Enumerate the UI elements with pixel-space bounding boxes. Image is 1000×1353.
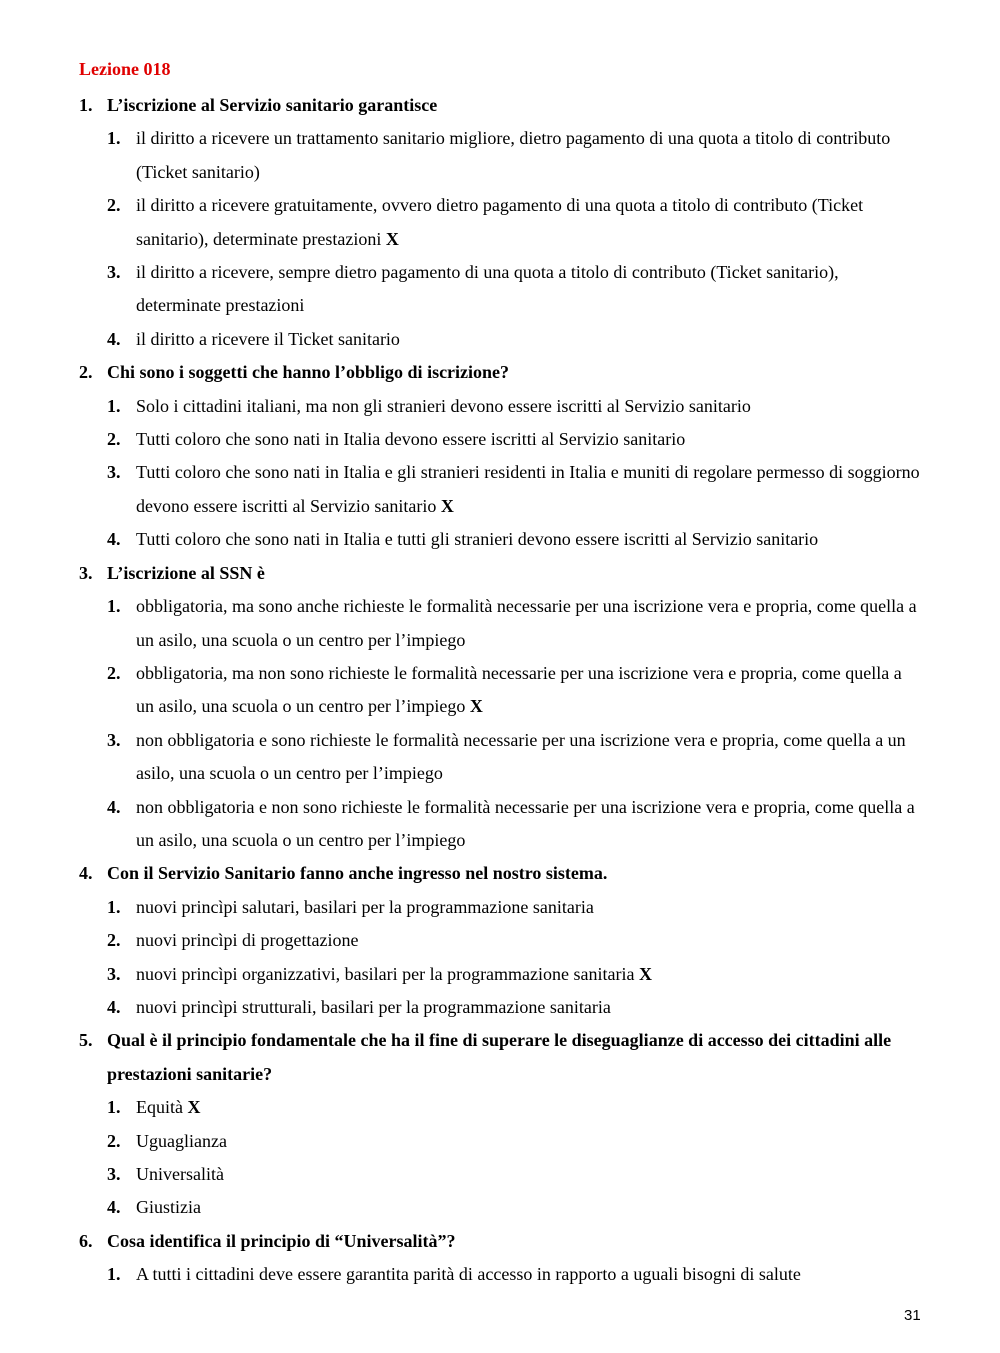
question-number: 2. — [79, 362, 93, 383]
answer-option — [79, 390, 924, 423]
answer-option — [79, 590, 924, 657]
lesson-title: Lezione 018 — [79, 59, 171, 79]
answer-list — [79, 590, 924, 857]
answer-number: 1. — [107, 128, 121, 149]
question-number: 4. — [79, 863, 93, 884]
question-1 — [79, 89, 924, 356]
answer-text: Universalità — [136, 1164, 224, 1184]
answer-number: 1. — [107, 395, 121, 416]
answer-option — [79, 924, 924, 957]
answer-text: il diritto a ricevere un trattamento sanitario migliore, dietro pagamento di una quota a titolo di contributo (Ticket sanitario) — [136, 128, 891, 182]
answer-number: 3. — [107, 262, 121, 283]
answer-list — [79, 390, 924, 557]
answer-number: 4. — [107, 996, 121, 1017]
question-text — [79, 356, 924, 389]
answer-option — [79, 122, 924, 189]
question-3 — [79, 557, 924, 858]
answer-text: nuovi princìpi strutturali, basilari per la programmazione sanitaria — [136, 996, 611, 1017]
answer-option — [79, 1125, 924, 1158]
answer-option — [79, 189, 924, 256]
answer-number: 2. — [107, 195, 121, 216]
answer-number: 2. — [107, 1130, 121, 1151]
answer-text: nuovi princìpi organizzativi, basilari per la programmazione sanitaria — [136, 963, 635, 984]
question-number: 5. — [79, 1030, 93, 1051]
question-label: Con il Servizio Sanitario fanno anche ingresso nel nostro sistema. — [107, 863, 608, 884]
answer-option — [79, 256, 924, 323]
question-6 — [79, 1225, 924, 1292]
question-label: L’iscrizione al Servizio sanitario garantisce — [107, 95, 438, 115]
correct-answer-mark: X — [639, 963, 652, 984]
answer-number: 4. — [107, 796, 121, 817]
question-number: 3. — [79, 562, 93, 583]
answer-option — [79, 657, 924, 724]
answer-option — [79, 1158, 924, 1191]
question-text — [79, 557, 924, 590]
answer-option — [79, 891, 924, 924]
answer-option — [79, 1091, 924, 1124]
answer-text: nuovi princìpi di progettazione — [136, 930, 359, 951]
answer-option — [79, 423, 924, 456]
answer-number: 3. — [107, 729, 121, 750]
answer-option — [79, 1258, 924, 1291]
answer-option — [79, 456, 924, 523]
answer-text: il diritto a ricevere, sempre dietro pagamento di una quota a titolo di contributo (Ticket sanitario), determinate prestazioni — [136, 262, 839, 316]
answer-list — [79, 1091, 924, 1225]
answer-number: 4. — [107, 1197, 121, 1218]
answer-number: 3. — [107, 1164, 121, 1184]
answer-option — [79, 791, 924, 858]
answer-text: Tutti coloro che sono nati in Italia e gli stranieri residenti in Italia e muniti di regolare permesso di soggiorno devono essere iscritti al Servizio sanitario — [136, 462, 920, 516]
correct-answer-mark: X — [469, 696, 483, 717]
answer-text: non obbligatoria e sono richieste le formalità necessarie per una iscrizione vera e propria, come quella a un asilo, una scuola o un centro per l’impiego — [136, 729, 906, 784]
answer-text: A tutti i cittadini deve essere garantita parità di accesso in rapporto a uguali bisogni di salute — [136, 1264, 801, 1285]
answer-option — [79, 958, 924, 991]
question-label: Cosa identifica il principio di “Universalità”? — [107, 1230, 456, 1251]
question-text — [79, 1225, 924, 1258]
answer-text: Giustizia — [136, 1197, 201, 1218]
correct-answer-mark: X — [385, 228, 399, 249]
correct-answer-mark: X — [187, 1097, 201, 1118]
answer-option — [79, 1191, 924, 1224]
correct-answer-mark: X — [440, 495, 454, 516]
answer-number: 2. — [107, 662, 121, 683]
answer-list — [79, 1258, 924, 1291]
answer-list — [79, 122, 924, 356]
answer-text: obbligatoria, ma non sono richieste le formalità necessarie per una iscrizione vera e propria, come quella a un asilo, una scuola o un centro per l’impiego — [136, 662, 902, 717]
question-text — [79, 1024, 924, 1091]
answer-list — [79, 891, 924, 1025]
answer-text: Tutti coloro che sono nati in Italia e tutti gli stranieri devono essere iscritti al Servizio sanitario — [136, 529, 819, 550]
question-list — [79, 89, 924, 1292]
answer-option — [79, 523, 924, 556]
question-number: 6. — [79, 1230, 93, 1251]
answer-text: nuovi princìpi salutari, basilari per la programmazione sanitaria — [136, 896, 594, 917]
answer-number: 1. — [107, 1097, 121, 1118]
question-label: Qual è il principio fondamentale che ha il fine di superare le diseguaglianze di accesso dei cittadini alle prestazioni sanitarie? — [107, 1030, 892, 1084]
answer-number: 2. — [107, 429, 121, 450]
question-label: L’iscrizione al SSN è — [107, 562, 265, 583]
question-text — [79, 89, 924, 122]
answer-number: 3. — [107, 462, 121, 483]
answer-option — [79, 991, 924, 1024]
answer-text: il diritto a ricevere il Ticket sanitario — [136, 328, 400, 349]
answer-text: Equità — [136, 1097, 183, 1118]
answer-text: obbligatoria, ma sono anche richieste le formalità necessarie per una iscrizione vera e propria, come quella a un asilo, una scuola o un centro per l’impiego — [136, 596, 917, 650]
answer-option — [79, 323, 924, 356]
answer-text: Tutti coloro che sono nati in Italia devono essere iscritti al Servizio sanitario — [136, 429, 686, 450]
answer-number: 1. — [107, 896, 121, 917]
question-label: Chi sono i soggetti che hanno l’obbligo di iscrizione? — [107, 362, 510, 383]
answer-text: non obbligatoria e non sono richieste le formalità necessarie per una iscrizione vera e propria, come quella a un asilo, una scuola o un centro per l’impiego — [136, 796, 915, 850]
answer-text: il diritto a ricevere gratuitamente, ovvero dietro pagamento di una quota a titolo di contributo (Ticket sanitario), determinate prestazioni — [136, 195, 864, 249]
question-4 — [79, 857, 924, 1024]
answer-option — [79, 724, 924, 791]
question-2 — [79, 356, 924, 556]
answer-number: 4. — [107, 529, 121, 550]
question-number: 1. — [79, 95, 93, 115]
answer-number: 1. — [107, 596, 121, 617]
question-5 — [79, 1024, 924, 1224]
answer-text: Uguaglianza — [136, 1130, 227, 1151]
answer-number: 2. — [107, 930, 121, 951]
question-text — [79, 857, 924, 890]
answer-number: 3. — [107, 963, 121, 984]
answer-text: Solo i cittadini italiani, ma non gli stranieri devono essere iscritti al Servizio sanitario — [136, 395, 751, 416]
page-number: 31 — [904, 1307, 921, 1324]
answer-number: 1. — [107, 1264, 121, 1285]
answer-number: 4. — [107, 328, 121, 349]
